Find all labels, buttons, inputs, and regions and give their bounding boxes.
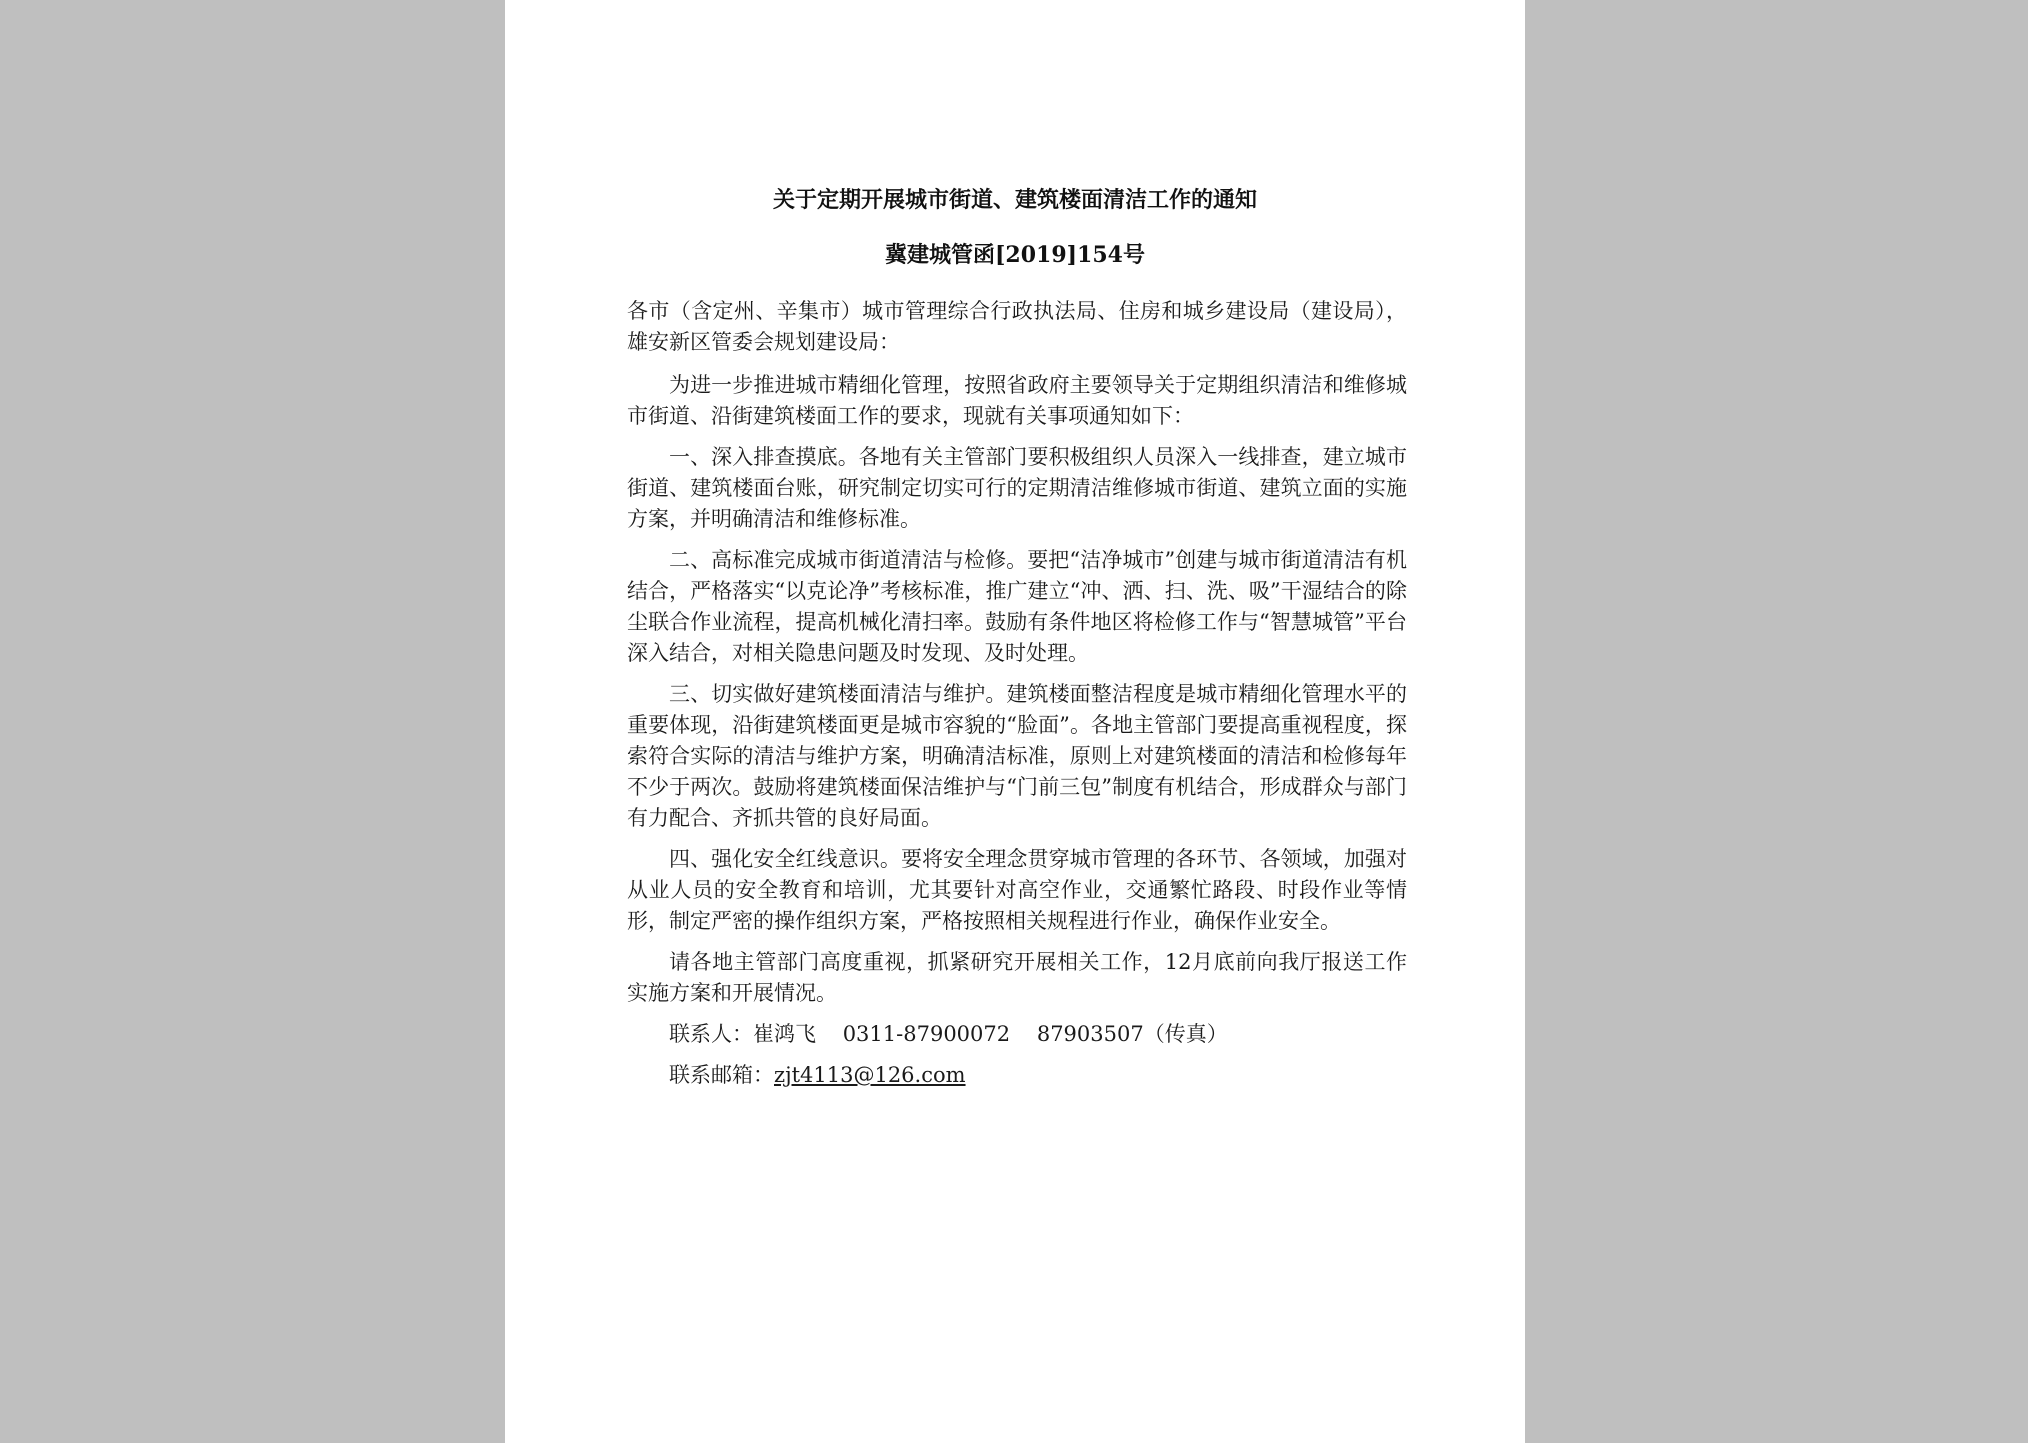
contact-email-label: 联系邮箱： <box>669 1063 774 1087</box>
contact-email-link[interactable]: zjt4113@126.com <box>774 1063 966 1087</box>
paragraph-intro: 为进一步推进城市精细化管理，按照省政府主要领导关于定期组织清洁和维修城市街道、沿街建筑楼面工作的要求，现就有关事项通知如下： <box>627 373 1407 428</box>
document-number: 冀建城管函[2019]154号 <box>885 242 1145 268</box>
paragraph-item-2: 二、高标准完成城市街道清洁与检修。要把“洁净城市”创建与城市街道清洁有机结合，严格落实“以克论净”考核标准，推广建立“冲、洒、扫、洗、吸”干湿结合的除尘联合作业流程，提高机械化清扫率。鼓励有条件地区将检修工作与“智慧城管”平台深入结合，对相关隐患问题及时发现、及时处理。 <box>627 548 1407 665</box>
contact-email-line <box>627 1060 1407 1091</box>
document-page <box>505 0 1525 1443</box>
document-body <box>627 296 1407 1101</box>
document-title: 关于定期开展城市街道、建筑楼面清洁工作的通知 <box>772 187 1257 213</box>
paragraph-item-1: 一、深入排查摸底。各地有关主管部门要积极组织人员深入一线排查，建立城市街道、建筑楼面台账，研究制定切实可行的定期清洁维修城市街道、建筑立面的实施方案，并明确清洁和维修标准。 <box>627 445 1407 531</box>
paragraph-item-4: 四、强化安全红线意识。要将安全理念贯穿城市管理的各环节、各领域，加强对从业人员的安全教育和培训，尤其要针对高空作业，交通繁忙路段、时段作业等情形，制定严密的操作组织方案，严格按照相关规程进行作业，确保作业安全。 <box>627 847 1407 933</box>
salutation: 各市（含定州、辛集市）城市管理综合行政执法局、住房和城乡建设局（建设局），雄安新区管委会规划建设局： <box>627 299 1407 354</box>
paragraph-item-3: 三、切实做好建筑楼面清洁与维护。建筑楼面整洁程度是城市精细化管理水平的重要体现，沿街建筑楼面更是城市容貌的“脸面”。各地主管部门要提高重视程度，探索符合实际的清洁与维护方案，明确清洁标准，原则上对建筑楼面的清洁和检修每年不少于两次。鼓励将建筑楼面保洁维护与“门前三包”制度有机结合，形成群众与部门有力配合、齐抓共管的良好局面。 <box>627 682 1407 830</box>
paragraph-closing: 请各地主管部门高度重视，抓紧研究开展相关工作，12月底前向我厅报送工作实施方案和开展情况。 <box>627 950 1407 1005</box>
contact-person: 联系人：崔鸿飞 0311-87900072 87903507（传真） <box>669 1022 1228 1046</box>
